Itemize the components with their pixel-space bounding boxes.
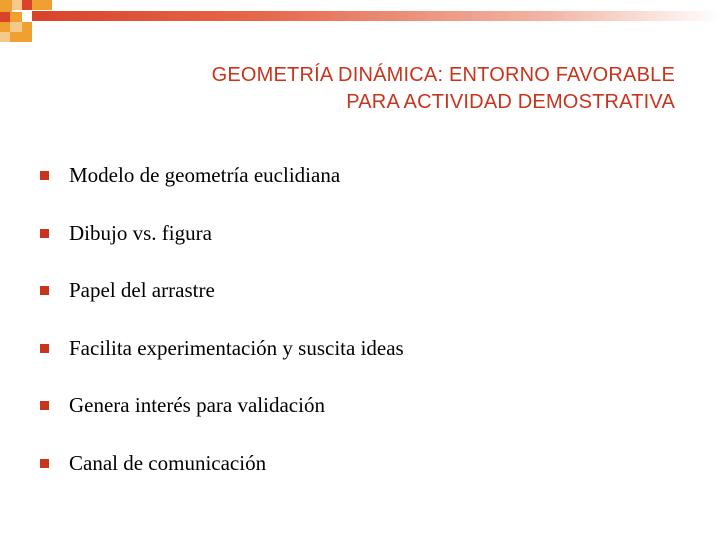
bullet-item (40, 377, 404, 435)
bullet-text: Dibujo vs. figura (69, 220, 212, 245)
corner-square-decoration (42, 0, 52, 10)
corner-square-decoration (0, 32, 10, 42)
corner-square-decoration (10, 22, 22, 32)
corner-square-decoration (22, 0, 32, 10)
bullet-item (40, 320, 404, 378)
corner-square-decoration (22, 22, 32, 32)
bullet-text: Canal de comunicación (69, 450, 267, 475)
square-bullet-icon (40, 401, 49, 410)
corner-square-decoration (32, 0, 42, 10)
bullet-text: Modelo de geometría euclidiana (69, 163, 341, 188)
slide-title (75, 62, 675, 116)
square-bullet-icon (40, 459, 49, 468)
square-bullet-icon (40, 344, 49, 353)
corner-square-decoration (12, 0, 22, 10)
corner-square-decoration (10, 12, 22, 22)
bullet-list (40, 147, 404, 492)
header-gradient-bar (32, 11, 720, 21)
corner-square-decoration (0, 0, 12, 12)
corner-square-decoration (0, 22, 10, 32)
square-bullet-icon (40, 171, 49, 180)
bullet-item (40, 262, 404, 320)
square-bullet-icon (40, 286, 49, 295)
corner-square-decoration (22, 32, 32, 42)
slide-title-line-2: PARA ACTIVIDAD DEMOSTRATIVA (346, 91, 675, 113)
corner-square-decoration (0, 12, 10, 22)
slide-title-line-1: GEOMETRÍA DINÁMICA: ENTORNO FAVORABLE (211, 64, 675, 86)
bullet-item (40, 205, 404, 263)
bullet-text: Papel del arrastre (69, 278, 215, 303)
bullet-text: Facilita experimentación y suscita ideas (69, 335, 404, 360)
square-bullet-icon (40, 229, 49, 238)
bullet-text: Genera interés para validación (69, 393, 325, 418)
bullet-item (40, 435, 404, 493)
corner-square-decoration (10, 32, 22, 42)
bullet-item (40, 147, 404, 205)
